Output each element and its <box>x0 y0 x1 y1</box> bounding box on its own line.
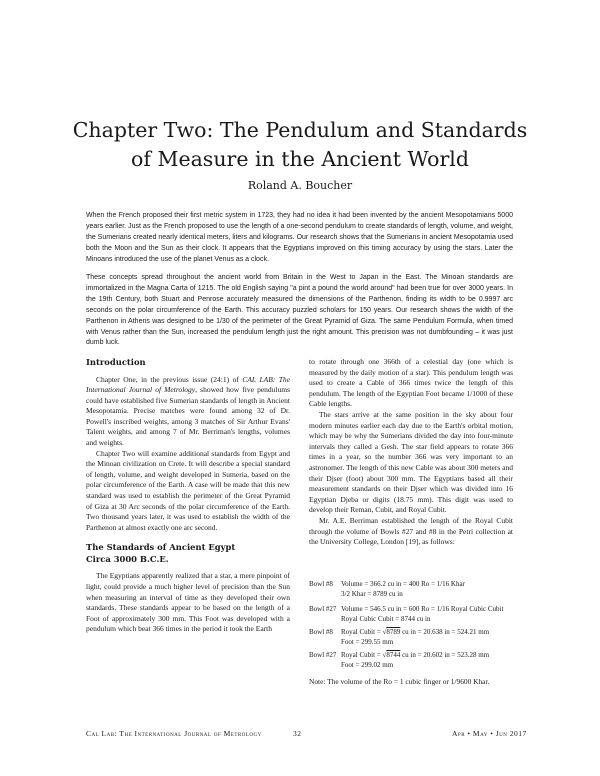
egypt-heading-line-2: Circa 3000 B.C.E. <box>86 553 169 564</box>
title-line-1: Chapter Two: The Pendulum and Standards <box>72 118 528 142</box>
bowl-label: Bowl #27 <box>309 651 337 659</box>
journal-title-reference: CAL LAB: The International Journal of Metrology <box>86 374 291 395</box>
bowl-line-1-a: Royal Cubit = <box>341 628 383 636</box>
abstract-paragraph-1: When the French proposed their first metric system in 1723, they had no idea it had been invented by the ancient Mesopotamians 5000 years earlier. Just as the French proposed to use the length of a one-second pendulum to create standards of length, volume, and weight, the Sumerians created nearly identical meters, liters and kilograms. Our research shows that the Sumerians in ancient Mesopotamia used both the Moon and the Sun as their clock. It appears that the Egyptians improved on this timing accuracy by using the stars. Later the Minoans introduced the use of the planet Venus as a clock. <box>86 212 513 263</box>
intro-paragraph-1 <box>86 375 290 449</box>
bowl-equation <box>341 628 489 647</box>
bowl-label: Bowl #8 <box>309 628 333 636</box>
article-title <box>60 116 540 174</box>
square-root-icon: √ <box>382 628 387 636</box>
bowl-line-1: Volume = 366.2 cu in = 400 Ro = 1/16 Khar <box>341 580 465 588</box>
introduction-heading: Introduction <box>86 357 146 367</box>
right-paragraph-3: Mr. A.E. Berriman established the length of the Royal Cubit through the volume of Bowls #27 and #8 in the Petri collection at the University College, London [19], as follows: <box>309 515 513 547</box>
bowl-equation <box>341 580 465 599</box>
bowl-line-2: Foot = 299.02 mm <box>341 660 394 669</box>
bowl-line-2: Foot = 299.55 mm <box>341 637 394 646</box>
bowl-equation <box>341 605 503 624</box>
bowl-root-value: 8789 <box>386 628 401 636</box>
footer-issue-date: Apr • May • Jun 2017 <box>452 729 527 738</box>
bowl-label: Bowl #8 <box>309 580 333 588</box>
egypt-paragraph-1: The Egyptians apparently realized that a star, a mere pinpoint of light, could provide a much higher level of precision than the Sun when measuring an interval of time as they developed their own standards. These standards appear to be based on the length of a Foot of approximately 300 mm. This Foot was developed with a pendulum which beat 366 times in the period it took the Earth <box>86 571 290 634</box>
bowl-label: Bowl #27 <box>309 605 337 613</box>
abstract-paragraph-2: These concepts spread throughout the ancient world from Britain in the West to Japan in the East. The Minoan standards are immortalized in the Magna Carta of 1215. The old English saying "a pint a pound the world around" had been true for over 3000 years. In the 19th Century, both Stuart and Penrose accurately measured the dimensions of the Parthenon, finding its width to be 0.9997 arc seconds on the polar circumference of the Earth. This accuracy puzzled scholars for 150 years. Our research shows the width of the Parthenon in Athens was designed to be 1/30 of the perimeter of the Great Pyramid of Giza. The same Pendulum Formula, when timed with Venus rather than the Sun, increased the pendulum length just the right amount. This precision was not dumbfounding – it was just dumb luck. <box>86 274 513 347</box>
right-paragraph-2: The stars arrive at the same position in the sky about four modern minutes earlier each day due to the Earth's orbital motion, which may be why the Sumerians divided the day into four-minute intervals they called a Gesh. The star field appears to rotate 366 times in a year, so the number 366 was very important to an astronomer. The length of this new Cable was about 300 meters and their Djser (foot) about 300 mm. The Egyptians based all their measurement standards on their Djser which was divided into 16 Egyptian Djeba or digits (18.75 mm). This digit was used to develop their Reman, Cubit, and Royal Cubit. <box>309 409 513 515</box>
bowl-equation <box>341 651 489 670</box>
title-line-2: of Measure in the Ancient World <box>131 147 469 171</box>
intro-p1-text-b: , showed how five pendulums could have established five Sumerian standards of length in Ancient Mesopotamia. Precise matches were found among 32 of Dr. Powell's inscribed weights, among 3 matches of Sir Arthur Evans' Talent weights, and among 7 of Mr. Berriman's lengths, volumes and weights. <box>86 385 290 448</box>
egypt-heading-line-1: The Standards of Ancient Egypt <box>86 542 236 553</box>
square-root-icon: √ <box>382 651 387 659</box>
bowl-line-2: Royal Cubic Cubit = 8744 cu in <box>341 614 431 623</box>
volume-note: Note: The volume of the Ro = 1 cubic finger or 1/9600 Khar. <box>309 677 490 686</box>
bowl-line-1-a: Royal Cubit = <box>341 651 383 659</box>
intro-p1-text-a: Chapter One, in the previous issue (24:1) of <box>96 374 243 384</box>
bowl-line-1: Volume = 546.5 cu in = 600 Ro = 1/16 Royal Cubic Cubit <box>341 605 504 613</box>
footer-journal-name: Cal Lab: The International Journal of Metrology <box>86 729 262 738</box>
footer-page-number: 32 <box>293 729 302 738</box>
right-paragraph-1: to rotate through one 366th of a celestial day (one which is measured by the daily motion of a star). This pendulum length was used to create a Cable of 366 times twice the length of this pendulum. The length of the Egyptian Foot became 1/1000 of these Cable lengths. <box>309 357 513 409</box>
author-name: Roland A. Boucher <box>247 179 353 192</box>
left-column <box>86 357 290 635</box>
bowl-line-1-b: cu in = 20.602 in = 523.28 mm <box>400 651 490 659</box>
intro-paragraph-2: Chapter Two will examine additional standards from Egypt and the Minoan civilization on Crete. It will describe a special standard of length, volume, and weight developed in Sumeria, based on the polar circumference of the Earth. A case will be made that this new standard was used to establish the perimeter of the Great Pyramid of Giza at 30 Arc seconds of the polar circumference of the Earth. Two thousand years later, it was used to establish the width of the Parthenon at almost exactly one arc second. <box>86 448 290 532</box>
egypt-heading <box>86 542 290 565</box>
bowl-line-1-b: cu in = 20.638 in = 524.21 mm <box>400 628 490 636</box>
bowl-line-2: 3/2 Khar = 8789 cu in <box>341 589 403 598</box>
right-column <box>309 357 513 548</box>
bowl-root-value: 8744 <box>386 651 401 659</box>
